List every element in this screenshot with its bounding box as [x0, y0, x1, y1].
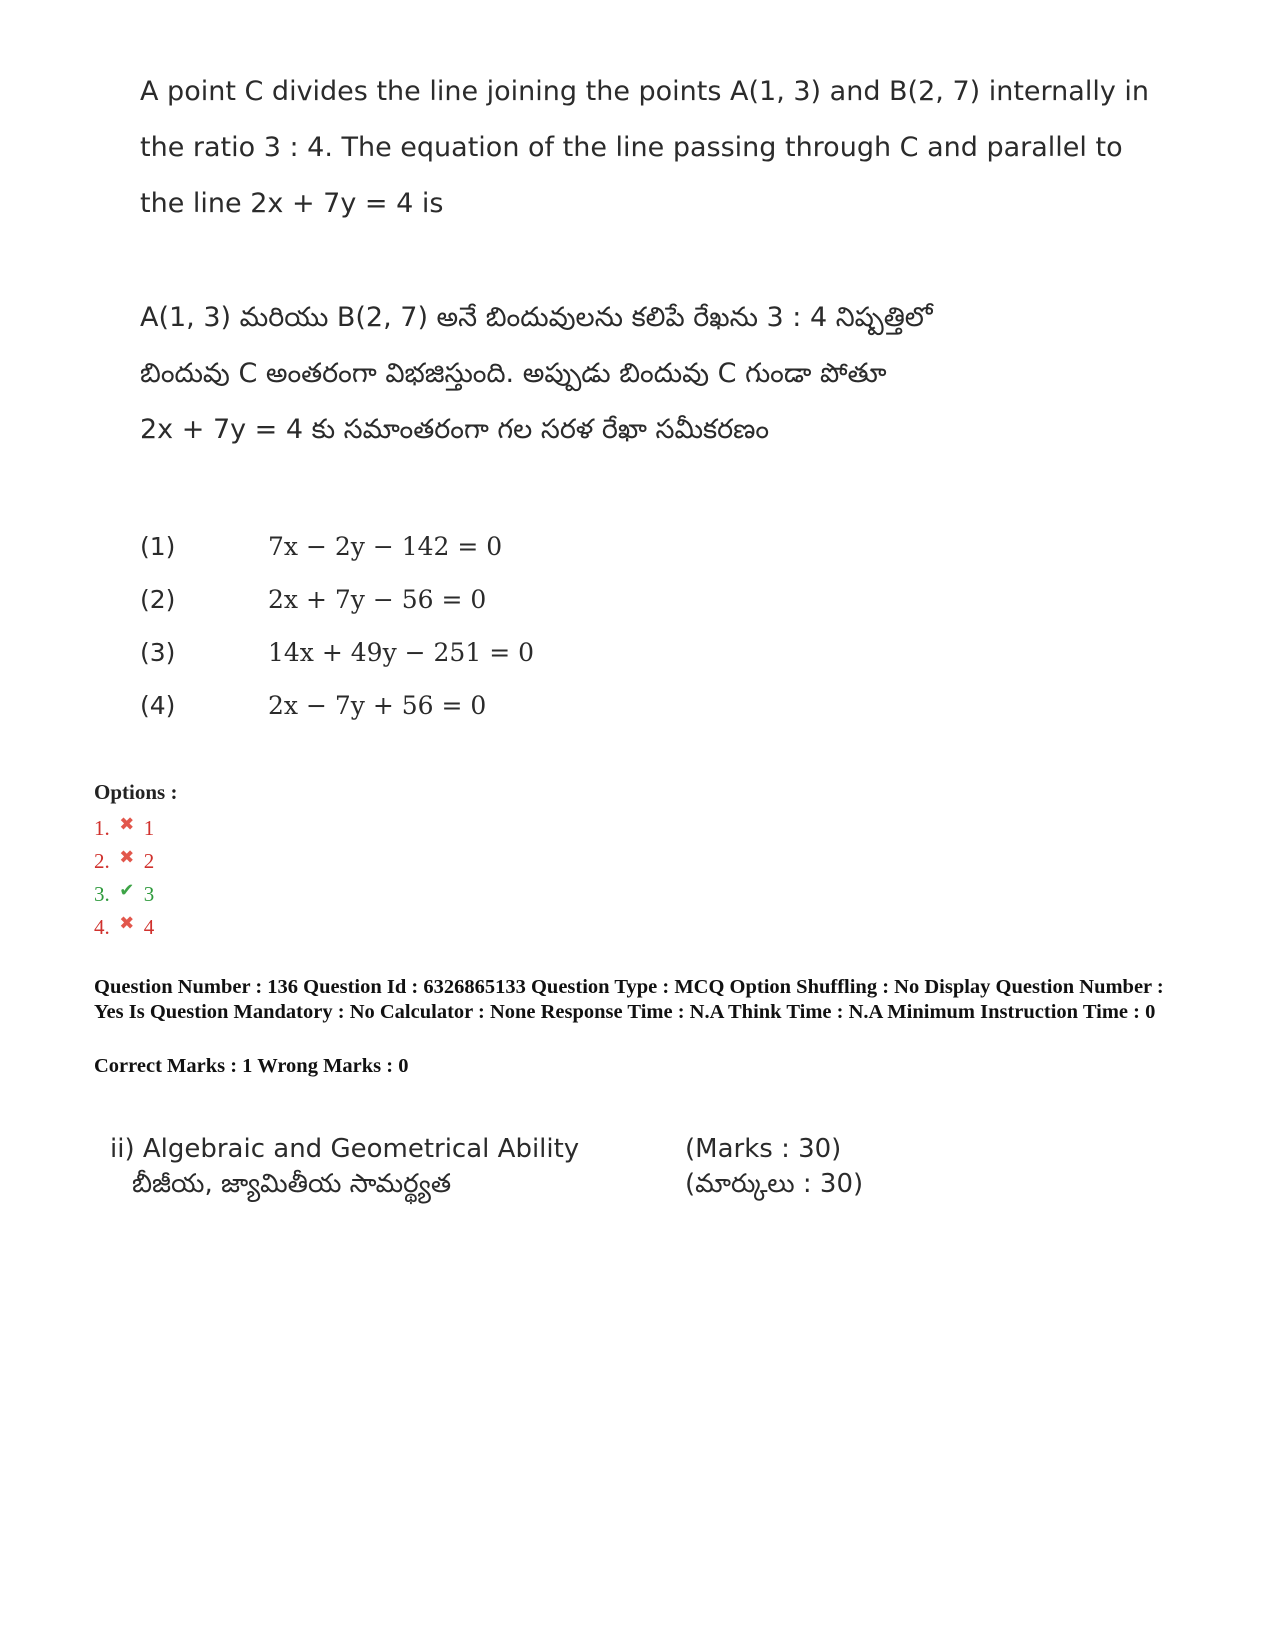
choice-4 — [140, 679, 534, 732]
choice-2 — [140, 573, 534, 626]
question-line: A point C divides the line joining the points A(1, 3) and B(2, 7) internally in — [140, 76, 1150, 107]
choice-number: (3) — [140, 638, 176, 667]
choice-number: (2) — [140, 585, 176, 614]
choice-3 — [140, 626, 534, 679]
choice-equation: 14x + 49y − 251 = 0 — [268, 638, 534, 667]
question-telugu — [140, 290, 1100, 458]
section-marks: (Marks : 30) — [685, 1134, 842, 1164]
option-value: 1 — [143, 816, 155, 840]
choice-1 — [140, 520, 534, 573]
option-3 — [94, 878, 154, 911]
check-icon: ✔ — [119, 880, 135, 900]
cross-icon: ✖ — [119, 814, 135, 834]
section-row-telugu — [110, 1168, 1010, 1206]
choice-number: (1) — [140, 532, 176, 561]
option-1 — [94, 812, 154, 845]
cross-icon: ✖ — [119, 913, 135, 933]
options-list — [94, 812, 154, 944]
section-title: ii) Algebraic and Geometrical Ability — [110, 1134, 580, 1164]
options-title: Options : — [94, 780, 178, 804]
question-english — [140, 64, 1150, 232]
section-header — [110, 1130, 1010, 1206]
option-4 — [94, 911, 154, 944]
option-index: 3. — [94, 882, 110, 906]
choice-equation: 7x − 2y − 142 = 0 — [268, 532, 503, 561]
option-value: 4 — [143, 915, 155, 939]
question-metadata: Question Number : 136 Question Id : 6326865133 Question Type : MCQ Option Shuffling : No Display Question Number : Yes Is Question Mandatory : No Calculator : None Response Time : N.A Think Time : N.A Minimum Instruction Time : 0 — [94, 976, 1164, 1023]
choice-equation: 2x − 7y + 56 = 0 — [268, 691, 487, 720]
choice-number: (4) — [140, 691, 176, 720]
cross-icon: ✖ — [119, 847, 135, 867]
question-line-telugu: బిందువు C అంతరంగా విభజిస్తుంది. అప్పుడు బిందువు C గుండా పోతూ — [140, 358, 887, 389]
question-marks: Correct Marks : 1 Wrong Marks : 0 — [94, 1055, 409, 1077]
question-line: the ratio 3 : 4. The equation of the line passing through C and parallel to — [140, 132, 1123, 163]
question-line-telugu: A(1, 3) మరియు B(2, 7) అనే బిందువులను కలిపే రేఖను 3 : 4 నిష్పత్తిలో — [140, 302, 933, 333]
option-2 — [94, 845, 154, 878]
answer-choices — [140, 520, 534, 732]
section-row-english — [110, 1130, 1010, 1168]
question-line-telugu: 2x + 7y = 4 కు సమాంతరంగా గల సరళ రేఖా సమీకరణం — [140, 414, 770, 445]
choice-equation: 2x + 7y − 56 = 0 — [268, 585, 487, 614]
question-line: the line 2x + 7y = 4 is — [140, 188, 444, 219]
option-value: 3 — [143, 882, 155, 906]
section-marks-telugu: (మార్కులు : 30) — [685, 1169, 864, 1199]
section-title-telugu: బీజీయ, జ్యామితీయ సామర్థ్యత — [132, 1169, 452, 1199]
option-value: 2 — [143, 849, 155, 873]
option-index: 4. — [94, 915, 110, 939]
option-index: 2. — [94, 849, 110, 873]
option-index: 1. — [94, 816, 110, 840]
